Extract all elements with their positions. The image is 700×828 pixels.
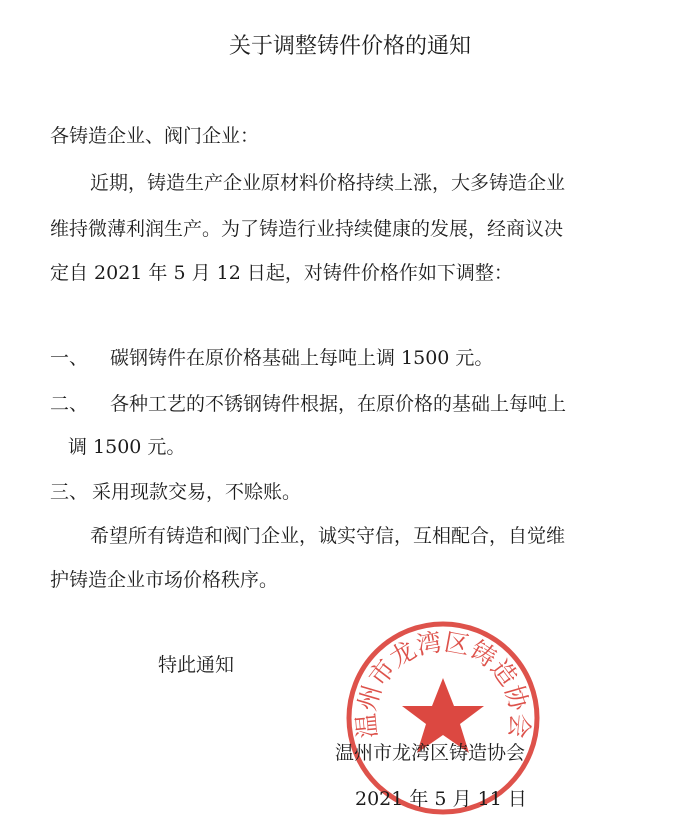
closing-line: 希望所有铸造和阀门企业，诚实守信，互相配合，自觉维 — [90, 525, 566, 547]
notice-title: 关于调整铸件价格的通知 — [228, 34, 471, 59]
signature: 温州市龙湾区铸造协会 — [335, 742, 526, 764]
date: 2021 年 5 月 11 日 — [355, 788, 527, 810]
item-text: 采用现款交易，不赊账。 — [92, 481, 302, 503]
salutation: 各铸造企业、阀门企业： — [50, 125, 260, 147]
seal-text: 温州市龙湾区铸造协会 — [351, 627, 535, 740]
item-text: 碳钢铸件在原价格基础上每吨上调 1500 元。 — [110, 347, 494, 369]
body-line: 定自 2021 年 5 月 12 日起，对铸件价格作如下调整： — [50, 262, 513, 284]
closing-line: 护铸造企业市场价格秩序。 — [50, 569, 279, 591]
item-number: 二、 — [50, 393, 89, 415]
item-text: 各种工艺的不锈钢铸件根据，在原价格的基础上每吨上 — [110, 393, 567, 415]
special-notice: 特此通知 — [158, 654, 235, 676]
item-number: 三、 — [50, 481, 89, 503]
body-line: 近期，铸造生产企业原材料价格持续上涨，大多铸造企业 — [90, 172, 566, 194]
item-text-continued: 调 1500 元。 — [68, 436, 186, 458]
body-line: 维持微薄利润生产。为了铸造行业持续健康的发展，经商议决 — [50, 218, 564, 240]
item-number: 一、 — [50, 347, 89, 369]
